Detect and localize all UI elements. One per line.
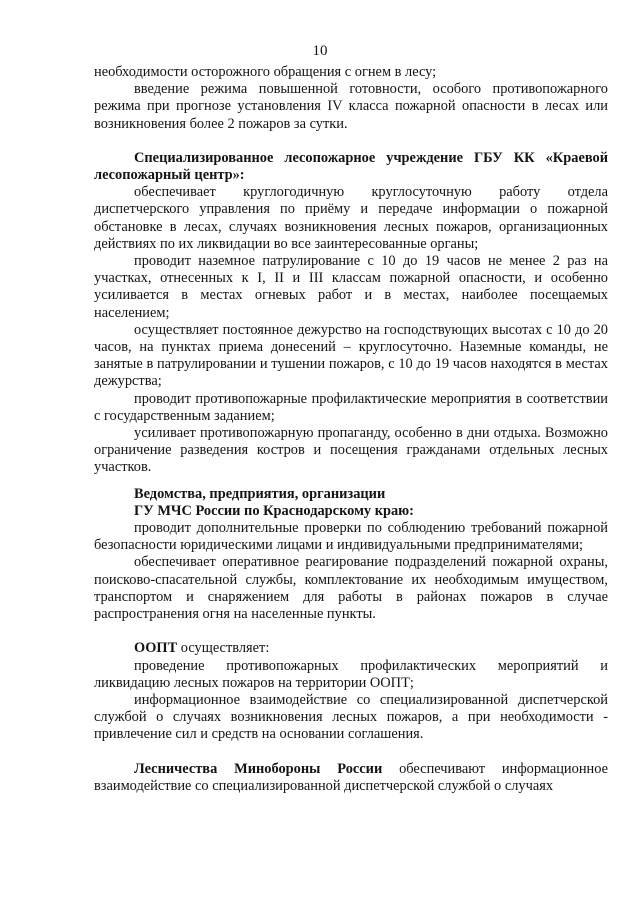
section-heading-gbu: Специализированное лесопожарное учреждение ГБУ КК «Краевой лесопожарный центр»: — [94, 149, 608, 184]
section-heading-agencies: Ведомства, предприятия, организации — [134, 485, 386, 502]
oopt-heading-rest: осуществляет: — [177, 640, 270, 657]
paragraph: необходимости осторожного обращения с огнем в лесу; — [94, 64, 437, 80]
oopt-heading — [94, 640, 608, 657]
list-item: обеспечивает круглогодичную круглосуточную работу отдела диспетчерского управления по приёму и передаче информации о пожарной обстановке в лесах, случаях возникновения лесных пожаров, организационных действиях по их ликвидации во все заинтересованные органы; — [94, 184, 608, 252]
list-item: обеспечивает оперативное реагирование подразделений пожарной охраны, поисково-спасательной службы, комплектование их необходимым имуществом, транспортом и снаряжением для работы в районах пожаров в случае распространения огня на населенные пункты. — [94, 554, 608, 623]
list-item: информационное взаимодействие со специализированной диспетчерской службой о случаях возникновения лесных пожаров, а при необходимости - привлечение сил и средств на основании соглашения. — [94, 691, 608, 743]
list-item: проводит дополнительные проверки по соблюдению требований пожарной безопасности юридическими лицами и индивидуальными предпринимателями; — [94, 520, 608, 554]
minoborony-paragraph — [94, 761, 608, 795]
list-item: проводит наземное патрулирование с 10 до 19 часов не менее 2 раз на участках, отнесенных к I, II и III классам пожарной опасности, и особенно усиливается в местах огневых работ и в местах, наиболее посещаемых населением; — [94, 253, 608, 321]
list-item: проводит противопожарные профилактические мероприятия в соответствии с государственным заданием; — [94, 390, 608, 424]
list-item: проведение противопожарных профилактических мероприятий и ликвидацию лесных пожаров на территории ООПТ; — [94, 657, 608, 691]
page-number: 10 — [312, 43, 328, 59]
oopt-label: ООПТ — [134, 640, 178, 657]
paragraph: введение режима повышенной готовности, особого противопожарного режима при прогнозе установления IV класса пожарной опасности в лесах или возникновения более 2 пожаров за сутки. — [94, 81, 608, 132]
minoborony-label: Лесничества Минобороны России — [134, 760, 383, 777]
document-body — [94, 64, 608, 795]
list-item: осуществляет постоянное дежурство на господствующих высотах с 10 до 20 часов, на пунктах приема донесений – круглосуточно. Наземные команды, не занятые в патрулировании и тушении пожаров, с 10 до 19 часов находятся в местах дежурства; — [94, 321, 608, 390]
list-item: усиливает противопожарную пропаганду, особенно в дни отдыха. Возможно ограничение разведения костров и посещения гражданами отдельных лесных участков. — [94, 425, 608, 476]
subsection-heading-mchs: ГУ МЧС России по Краснодарскому краю: — [134, 502, 414, 519]
minoborony-text: обеспечивают информационное взаимодействие со специализированной диспетчерской службой о случаях — [94, 760, 608, 794]
